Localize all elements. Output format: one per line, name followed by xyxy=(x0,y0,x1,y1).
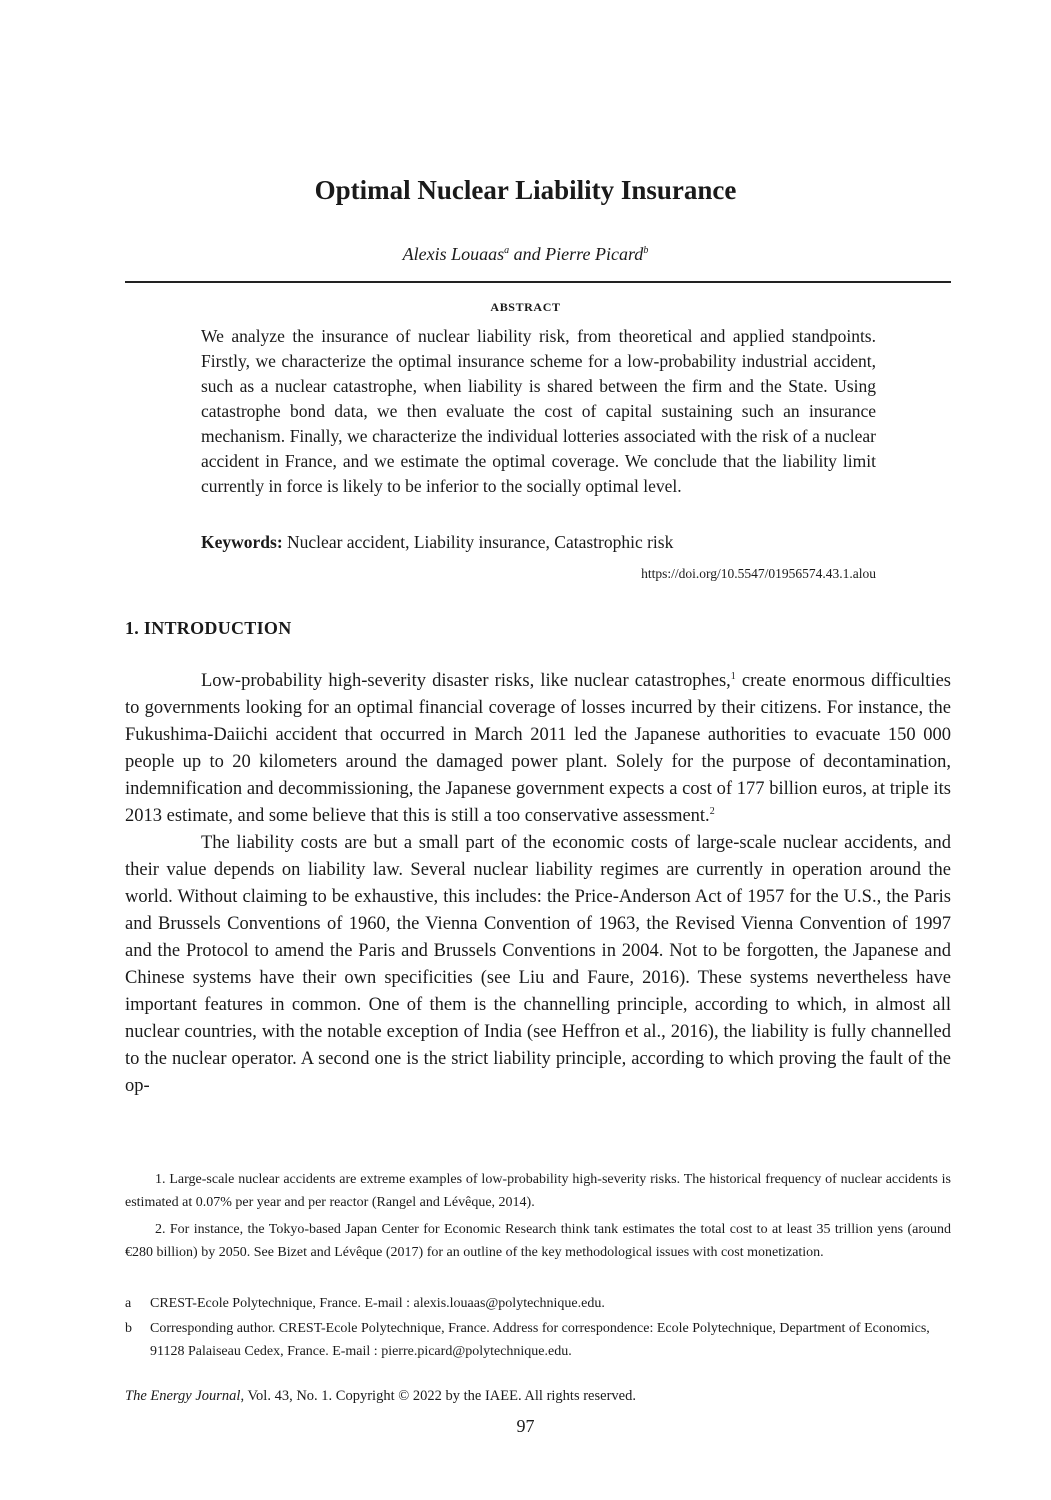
affiliation-item xyxy=(125,1292,951,1315)
paper-title: Optimal Nuclear Liability Insurance xyxy=(314,175,737,205)
footnote-ref[interactable]: 1 xyxy=(730,670,736,682)
header-rule xyxy=(125,281,951,283)
affiliation-mark: a xyxy=(504,245,510,256)
journal-citation xyxy=(125,1386,636,1406)
keywords-label: Keywords: xyxy=(201,532,283,552)
affiliation-mark: b xyxy=(125,1321,132,1336)
paragraph xyxy=(125,668,951,830)
journal-name: The Energy Journal xyxy=(125,1388,241,1404)
affiliations xyxy=(125,1292,951,1365)
keywords-list: Nuclear accident, Liability insurance, Catastrophic risk xyxy=(282,532,674,552)
affiliation-text: Corresponding author. CREST-Ecole Polytechnique, France. Address for correspondence: Ecole Polytechnique, Department of Economics, 91128 Palaiseau Cedex, France. E-mail : pierre.picard@polytechnique.edu. xyxy=(150,1321,930,1359)
doi-link[interactable]: https://doi.org/10.5547/01956574.43.1.alou xyxy=(641,566,876,581)
paragraph: The liability costs are but a small part of the economic costs of large-scale nuclear accidents, and their value depends on liability law. Several nuclear liability regimes are currently in operation around the world. Without claiming to be exhaustive, this includes: the Price-Anderson Act of 1957 for the U.S., the Paris and Brussels Conventions of 1960, the Vienna Convention of 1963, the Revised Vienna Convention of 1997 and the Protocol to amend the Paris and Brussels Conventions in 2004. Not to be forgotten, the Japanese and Chinese systems have their own specificities (see Liu and Faure, 2016). These systems nevertheless have important features in common. One of them is the channelling principle, according to which, in almost all nuclear countries, with the notable exception of India (see Heffron et al., 2016), the liability is fully channelled to the nuclear operator. A second one is the strict liability principle, according to which proving the fault of the op- xyxy=(125,833,951,1096)
journal-details: , Vol. 43, No. 1. Copyright © 2022 by the IAEE. All rights reserved. xyxy=(240,1388,636,1404)
body-text xyxy=(125,668,951,1100)
paragraph-text: Low-probability high-severity disaster risks, like nuclear catastrophes, xyxy=(201,671,731,691)
author-name: Pierre Picard xyxy=(545,244,644,264)
author-connector: and xyxy=(509,244,546,264)
affiliation-item xyxy=(125,1317,951,1363)
author-name: Alexis Louaas xyxy=(402,244,505,264)
footnote: 2. For instance, the Tokyo-based Japan Center for Economic Research think tank estimates the total cost to at least 35 trillion yens (around €280 billion) by 2050. See Bizet and Lévêque (2017) for an outline of the key methodological issues with cost monetization. xyxy=(125,1222,951,1260)
abstract-text: We analyze the insurance of nuclear liability risk, from theoretical and applied standpoints. Firstly, we characterize the optimal insurance scheme for a low-probability industrial accident, such as a nuclear catastrophe, when liability is shared between the firm and the State. Using catastrophe bond data, we then evaluate the cost of capital sustaining such an insurance mechanism. Finally, we characterize the individual lotteries associated with the risk of a nuclear accident in France, and we estimate the optimal coverage. We conclude that the liability limit currently in force is likely to be inferior to the socially optimal level. xyxy=(201,326,876,496)
footnote-ref[interactable]: 2 xyxy=(709,805,715,817)
keywords-line xyxy=(201,530,876,555)
affiliation-mark: b xyxy=(643,245,649,256)
affiliation-text: CREST-Ecole Polytechnique, France. E-mail : alexis.louaas@polytechnique.edu. xyxy=(150,1296,605,1311)
affiliation-mark: a xyxy=(125,1296,132,1311)
author-line xyxy=(0,242,1051,266)
paragraph-text: create enormous difficulties to governments looking for an optimal financial coverage of losses incurred by their citizens. For instance, the Fukushima-Daiichi accident that occurred in March 2011 led the Japanese authorities to evacuate 150 000 people up to 20 kilometers around the damaged power plant. Solely for the purpose of decontamination, indemnification and decommissioning, the Japanese government expects a cost of 177 billion euros, at triple its 2013 estimate, and some believe that this is still a too conservative assessment. xyxy=(125,671,951,826)
abstract-heading: ABSTRACT xyxy=(490,300,561,314)
footnote: 1. Large-scale nuclear accidents are extreme examples of low-probability high-severity risks. The historical frequency of nuclear accidents is estimated at 0.07% per year and per reactor (Rangel and Lévêque, 2014). xyxy=(125,1172,951,1210)
section-heading: 1. INTRODUCTION xyxy=(125,618,292,638)
footnotes xyxy=(125,1168,951,1268)
page-number: 97 xyxy=(516,1416,535,1436)
